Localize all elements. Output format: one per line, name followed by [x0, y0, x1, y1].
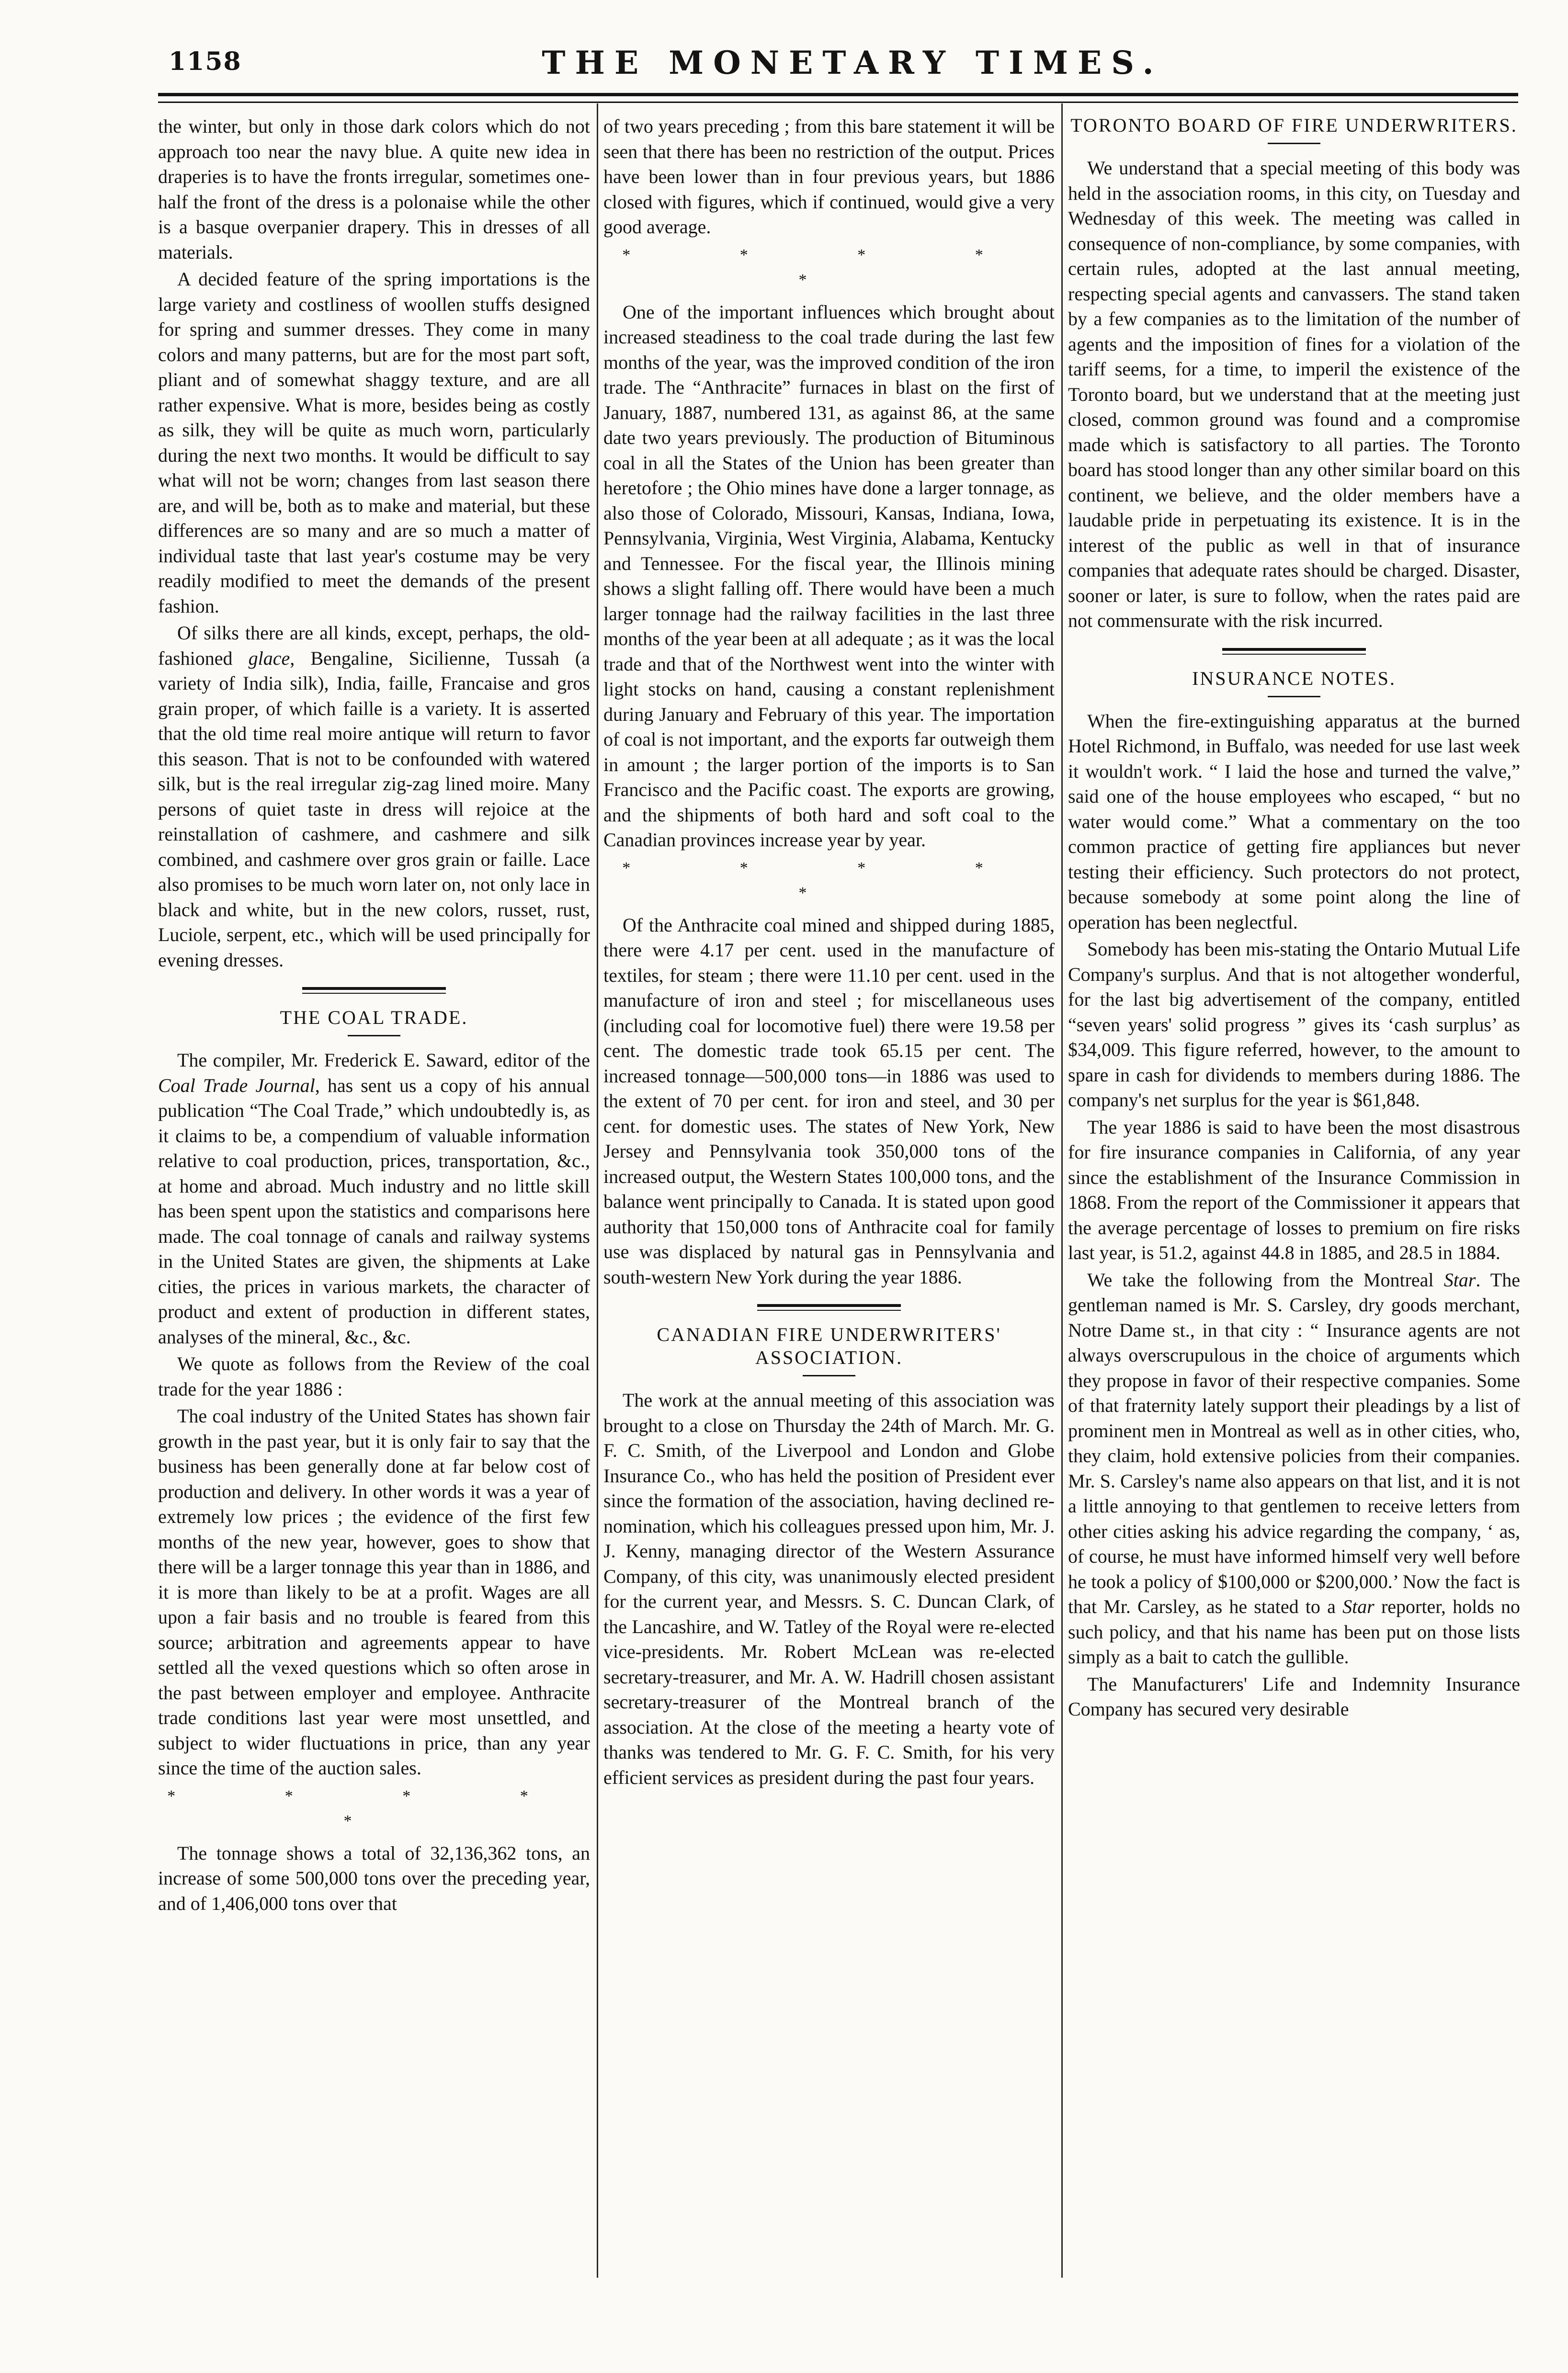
- page-number: 1158: [169, 47, 242, 76]
- text-run: The compiler, Mr. Frederick E. Saward, editor of the: [177, 1049, 590, 1071]
- asterism: * * * * *: [622, 859, 1036, 902]
- paragraph: A decided feature of the spring importations is the large variety and costliness of woollen stuffs designed for spring and summer dresses. They come in many colors and many patterns, but are for the most part soft, pliant and of somewhat shaggy texture, and are all rather expensive. What is more, besides being as costly as silk, they will be quite as much worn, particularly during the next two months. It would be difficult to say what will not be worn; changes from last season there are, and will be, both as to make and material, but these differences are so many and are so much a matter of individual taste that last year's costume may be very readily modified to meet the demands of the present fashion.: [158, 268, 590, 617]
- paragraph: Somebody has been mis-stating the Ontario Mutual Life Company's surplus. And that is not altogether wonderful, for the last big advertisement of the company, entitled “seven years' solid progress ” gives its ‘cash surplus’ as $34,009. This figure referred, however, to the amount to spare in cash for dividends to members during 1886. The company's net surplus for the year is $61,848.: [1068, 938, 1520, 1111]
- short-rule: [803, 1375, 855, 1376]
- paragraph: When the fire-extinguishing apparatus at the burned Hotel Richmond, in Buffalo, was needed for use last week it wouldn't work. “ I laid the hose and turned the valve,” said one of the house employees who escaped, “ but no water would come.” What a commentary on the too common practice of getting fire appliances but never testing their efficiency. Such protectors do not protect, because somebody at some point along the line of operation has been neglectful.: [1068, 710, 1520, 933]
- section-heading-insurance-notes: INSURANCE NOTES.: [1192, 667, 1396, 689]
- short-rule: [1268, 696, 1320, 697]
- paragraph: We understand that a special meeting of this body was held in the association rooms, in this city, on Tuesday and Wednesday of this week. The meeting was called in consequence of non-compliance, by some companies, with certain rules, adopted at the last annual meeting, respecting special agents and canvassers. The stand taken by a few companies as to the limitation of the number of agents and the imposition of fines for a violation of the tariff seems, for a time, to imperil the existence of the Toronto board, but we understand that at the meeting just closed, common ground was found and a compromise made which is satisfactory to all parties. The Toronto board has stood longer than any other similar board on this continent, we believe, and the older members have a laudable pride in perpetuating its existence. It is in the interest of the public as well in that of insurance companies that adequate rates should be charged. Disaster, sooner or later, is sure to follow, when the rates paid are not commensurate with the risk incurred.: [1068, 157, 1520, 631]
- paragraph: [158, 621, 590, 973]
- asterism: * * * * *: [167, 1787, 581, 1830]
- header-rule-thick: [158, 93, 1518, 96]
- text-run: reporter, holds no such policy, and that his name has been put on those lists simply as a bait to catch the gullible.: [1068, 1596, 1520, 1668]
- paragraph: The Manufacturers' Life and Indemnity Insurance Company has secured very desirable: [1068, 1673, 1520, 1720]
- section-rule: [757, 1304, 901, 1311]
- paragraph: The work at the annual meeting of this association was brought to a close on Thursday the 24th of March. Mr. G. F. C. Smith, of the Liverpool and London and Globe Insurance Co., who has held the position of President ever since the formation of the association, having declined re-nomination, which his colleagues pressed upon him, Mr. J. J. Kenny, managing director of the Western Assurance Company, of this city, was unanimously elected president for the current year, and Messrs. S. C. Duncan Clark, of the Lancashire, and W. Tatley of the Royal were re-elected vice-presidents. Mr. Robert McLean was re-elected secretary-treasurer, and Mr. A. W. Hadrill chosen assistant secretary-treasurer of the Montreal branch of the association. At the close of the meeting a hearty vote of thanks was tendered to Mr. G. F. C. Smith, for his very efficient services as president during the past four years.: [603, 1389, 1055, 1788]
- text-run: Of silks there are all kinds, except, perhaps, the old-fashioned: [158, 622, 590, 669]
- header-rule-thin: [158, 102, 1518, 103]
- column-1: [158, 114, 590, 2354]
- column-divider: [1061, 103, 1063, 2278]
- section-rule: [302, 987, 446, 994]
- paragraph: [158, 1048, 590, 1350]
- short-rule: [348, 1035, 400, 1036]
- paragraph: We quote as follows from the Review of the coal trade for the year 1886 :: [158, 1353, 590, 1400]
- text-run: , Bengaline, Sicilienne, Tussah (a variety of India silk), India, faille, Francaise and gros grain proper, of which faille is a variety. It is asserted that the old time real moire antique will return to favor this season. That is not to be confounded with watered silk, but is the real irregular zig-zag lined moire. Many persons of quiet taste in dress will rejoice at the reinstallation of cashmere, and cashmere and silk combined, and cashmere over gros grain or faille. Lace also promises to be much worn later on, not only lace in black and white, but in the new colors, russet, rust, Luciole, serpent, etc., which will be used principally for evening dresses.: [158, 647, 590, 971]
- section-heading-coal-trade: THE COAL TRADE.: [280, 1007, 468, 1028]
- section-heading-toronto-board: TORONTO BOARD OF FIRE UNDERWRITERS.: [1070, 114, 1518, 136]
- page-header: [158, 42, 1547, 80]
- column-divider: [597, 103, 598, 2278]
- paragraph: The coal industry of the United States has shown fair growth in the past year, but it is only fair to say that the business has been generally done at far below cost of production and delivery. In other words it was a year of extremely low prices ; the evidence of the first few months of the new year, however, goes to show that there will be a larger tonnage this year than in 1886, and it is more than likely to be at a profit. Wages are all upon a fair basis and no trouble is feared from this source; arbitration and agreements appear to have settled all the vexed questions which so often arose in the past between employer and employee. Anthracite trade conditions last year were most unsettled, and subject to wider fluctuations in price, than any year since the time of the auction sales.: [158, 1405, 590, 1779]
- text-run: . The gentleman named is Mr. S. Carsley, dry goods merchant, Notre Dame st., in that city : “ Insurance agents are not always overscrupulous in the choice of arguments which they propose in favor of their respective companies. Some of that fraternity lately support their pleadings by a list of prominent men in Montreal as well as in other cities, who, they claim, hold extensive policies from their companies. Mr. S. Carsley's name also appears on that list, and it is not a little annoying to that gentlemen to receive letters from other cities asking his advice regarding the company, ‘ as, of course, he must have informed himself very well before he took a policy of $100,000 or $200,000.’ Now the fact is that Mr. Carsley, as he stated to a: [1068, 1269, 1520, 1617]
- paragraph: One of the important influences which brought about increased steadiness to the coal trade during the last few months of the year, was the improved condition of the iron trade. The “Anthracite” furnaces in blast on the first of January, 1887, numbered 131, as against 86, at the same date two years previously. The production of Bituminous coal in all the States of the Union has been greater than heretofore ; the Ohio mines have done a larger tonnage, as also those of Colorado, Missouri, Kansas, Indiana, Iowa, Pennsylvania, Virginia, West Virginia, Alabama, Kentucky and Tennessee. For the fiscal year, the Illinois mining shows a slight falling off. There would have been a much larger tonnage had the railway facilities in the last three months of the year been at all adequate ; as it was the local trade and that of the Northwest went into the winter with light stocks on hand, causing a constant replenishment during January and February of this year. The importation of coal is not important, and the exports far outweigh them in amount ; the larger portion of the imports is to San Francisco and the Pacific coast. The exports are growing, and the shipments of both hard and soft coal to the Canadian provinces increase year by year.: [603, 301, 1055, 851]
- column-3: [1068, 114, 1520, 2354]
- section-heading-canadian-fire-underwriters: CANADIAN FIRE UNDERWRITERS' ASSOCIATION.: [657, 1324, 1001, 1368]
- paragraph: [1068, 1268, 1520, 1670]
- text-run: , has sent us a copy of his annual publication “The Coal Trade,” which undoubtedly is, as it claims to be, a compendium of valuable information relative to coal production, prices, transportation, &c., at home and abroad. Much industry and no little skill has been spent upon the statistics and comparisons here made. The coal tonnage of canals and railway systems in the United States are given, the shipments at Lake cities, the prices in various markets, the character of product and extent of production in different states, analyses of the mineral, &c., &c.: [158, 1074, 590, 1348]
- asterism: * * * * *: [622, 246, 1036, 289]
- masthead-title: THE MONETARY TIMES.: [542, 44, 1163, 81]
- short-rule: [1268, 143, 1320, 144]
- paragraph: The year 1886 is said to have been the most disastrous for fire insurance companies in California, of any year since the establishment of the Insurance Commission in 1868. From the report of the Commissioner it appears that the average percentage of losses to premium on fire risks last year, is 51.2, against 44.8 in 1885, and 28.5 in 1884.: [1068, 1116, 1520, 1263]
- italic-text: Star: [1443, 1269, 1476, 1291]
- paragraph: the winter, but only in those dark colors which do not approach too near the navy blue. A quite new idea in draperies is to have the fronts irregular, sometimes one-half the front of the dress is a polonaise while the other is a basque overpanier drapery. This in dresses of all materials.: [158, 115, 590, 263]
- paragraph: The tonnage shows a total of 32,136,362 tons, an increase of some 500,000 tons over the preceding year, and of 1,406,000 tons over that: [158, 1842, 590, 1914]
- text-run: We take the following from the Montreal: [1087, 1269, 1444, 1291]
- section-rule: [1222, 648, 1366, 655]
- italic-text: Coal Trade Journal: [158, 1074, 315, 1096]
- column-2: [603, 114, 1055, 2354]
- paragraph: Of the Anthracite coal mined and shipped during 1885, there were 4.17 per cent. used in the manufacture of textiles, for steam ; there were 11.10 per cent. used in the manufacture of iron and steel ; for miscellaneous uses (including coal for locomotive fuel) there were 19.58 per cent. The domestic trade took 65.15 per cent. The increased tonnage—500,000 tons—in 1886 was used to the extent of 70 per cent. for iron and steel, and 30 per cent. for domestic uses. The states of New York, New Jersey and Pennsylvania took 350,000 tons of the increased output, the Western States 100,000 tons, and the balance went principally to Canada. It is stated upon good authority that 150,000 tons of Anthracite coal for family use was displaced by natural gas in Pennsylvania and south-western New York during the year 1886.: [603, 914, 1055, 1288]
- italic-text: Star: [1342, 1596, 1375, 1617]
- paragraph: of two years preceding ; from this bare statement it will be seen that there has been no restriction of the output. Prices have been lower than in four previous years, but 1886 closed with figures, which if continued, would give a very good average.: [603, 115, 1055, 238]
- italic-text: glace: [248, 647, 290, 669]
